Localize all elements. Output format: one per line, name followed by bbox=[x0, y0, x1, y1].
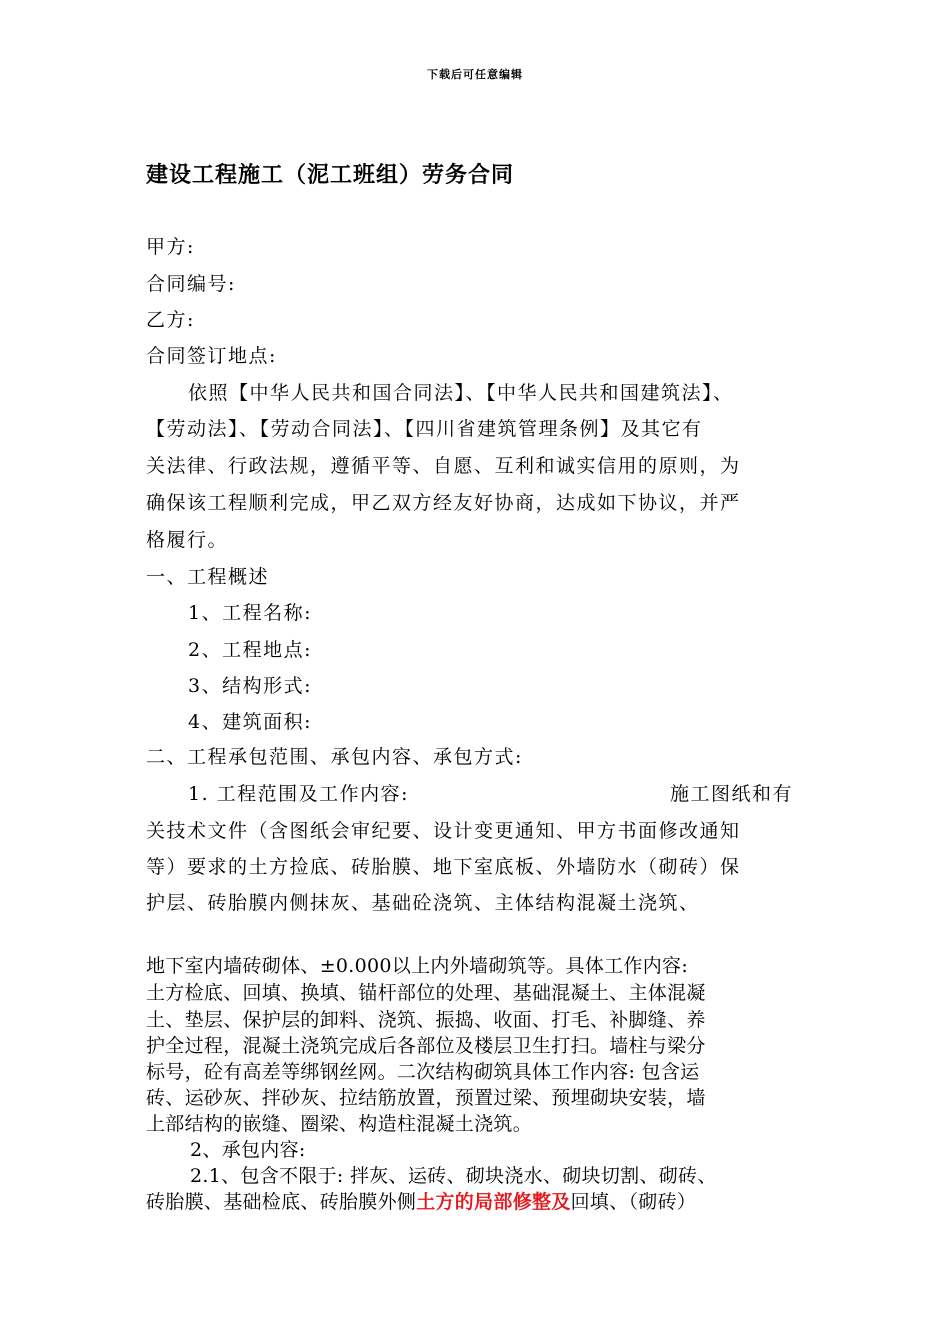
page2-line: 地下室内墙砖砌体、±0.000以上内外墙砌筑等。具体工作内容: bbox=[146, 955, 689, 977]
field-sign-place: 合同签订地点: bbox=[146, 345, 277, 367]
section2-heading: 二、工程承包范围、承包内容、承包方式: bbox=[146, 746, 523, 768]
page2-line: 土、垫层、保护层的卸料、浇筑、振捣、收面、打毛、补脚缝、养 bbox=[146, 1009, 706, 1031]
section1-item: 4、建筑面积: bbox=[188, 711, 312, 733]
page2-line: 土方检底、回填、换填、锚杆部位的处理、基础混凝土、主体混凝 bbox=[146, 982, 706, 1004]
page2-line: 护全过程，混凝土浇筑完成后各部位及楼层卫生打扫。墙柱与梁分 bbox=[146, 1035, 706, 1057]
field-party-b: 乙方: bbox=[146, 309, 195, 331]
highlighted-text: 土方的局部修整及 bbox=[416, 1191, 571, 1213]
section2-item1-tail: 施工图纸和有 bbox=[670, 783, 794, 805]
header-note: 下载后可任意编辑 bbox=[427, 68, 523, 81]
item21-text: 砖胎膜、基础检底、砖胎膜外侧 bbox=[146, 1191, 417, 1213]
item21-line: 2.1、包含不限于: 拌灰、运砖、砌块浇水、砌块切割、砌砖、 bbox=[190, 1165, 717, 1187]
field-party-a: 甲方: bbox=[146, 236, 195, 258]
preamble-line: 依照【中华人民共和国合同法】、【中华人民共和国建筑法】、 bbox=[188, 382, 734, 404]
item21-line bbox=[146, 1193, 826, 1212]
document-title: 建设工程施工（泥工班组）劳务合同 bbox=[146, 162, 515, 188]
section2-item1-label: 1. 工程范围及工作内容: bbox=[188, 783, 410, 805]
section1-item: 2、工程地点: bbox=[188, 639, 312, 661]
item21-text: 回填、（砌砖） bbox=[570, 1191, 697, 1213]
page2-line: 砖、运砂灰、拌砂灰、拉结筋放置，预置过梁、预埋砌块安装，墙 bbox=[146, 1087, 706, 1109]
section2-item1-line: 等）要求的土方捡底、砖胎膜、地下室底板、外墙防水（砌砖）保 bbox=[146, 856, 741, 878]
preamble-line: 确保该工程顺利完成，甲乙双方经友好协商，达成如下协议，并严 bbox=[146, 492, 741, 514]
section1-item: 1、工程名称: bbox=[188, 602, 312, 624]
section2-item1-line: 护层、砖胎膜内侧抹灰、基础砼浇筑、主体结构混凝土浇筑、 bbox=[146, 892, 700, 914]
field-contract-no: 合同编号: bbox=[146, 273, 236, 295]
page2-line: 标号，砼有高差等绑钢丝网。二次结构砌筑具体工作内容: 包含运 bbox=[146, 1061, 700, 1083]
page2-line: 上部结构的嵌缝、圈梁、构造柱混凝土浇筑。 bbox=[146, 1113, 533, 1135]
section1-item: 3、结构形式: bbox=[188, 675, 312, 697]
item2-heading: 2、承包内容: bbox=[190, 1139, 306, 1161]
preamble-line: 格履行。 bbox=[146, 529, 229, 551]
section1-heading: 一、工程概述 bbox=[146, 566, 270, 588]
preamble-line: 【劳动法】、【劳动合同法】、【四川省建筑管理条例】及其它有 bbox=[146, 418, 703, 440]
preamble-line: 关法律、行政法规，遵循平等、自愿、互利和诚实信用的原则，为 bbox=[146, 455, 741, 477]
section2-item1-line: 关技术文件（含图纸会审纪要、设计变更通知、甲方书面修改通知 bbox=[146, 820, 741, 842]
